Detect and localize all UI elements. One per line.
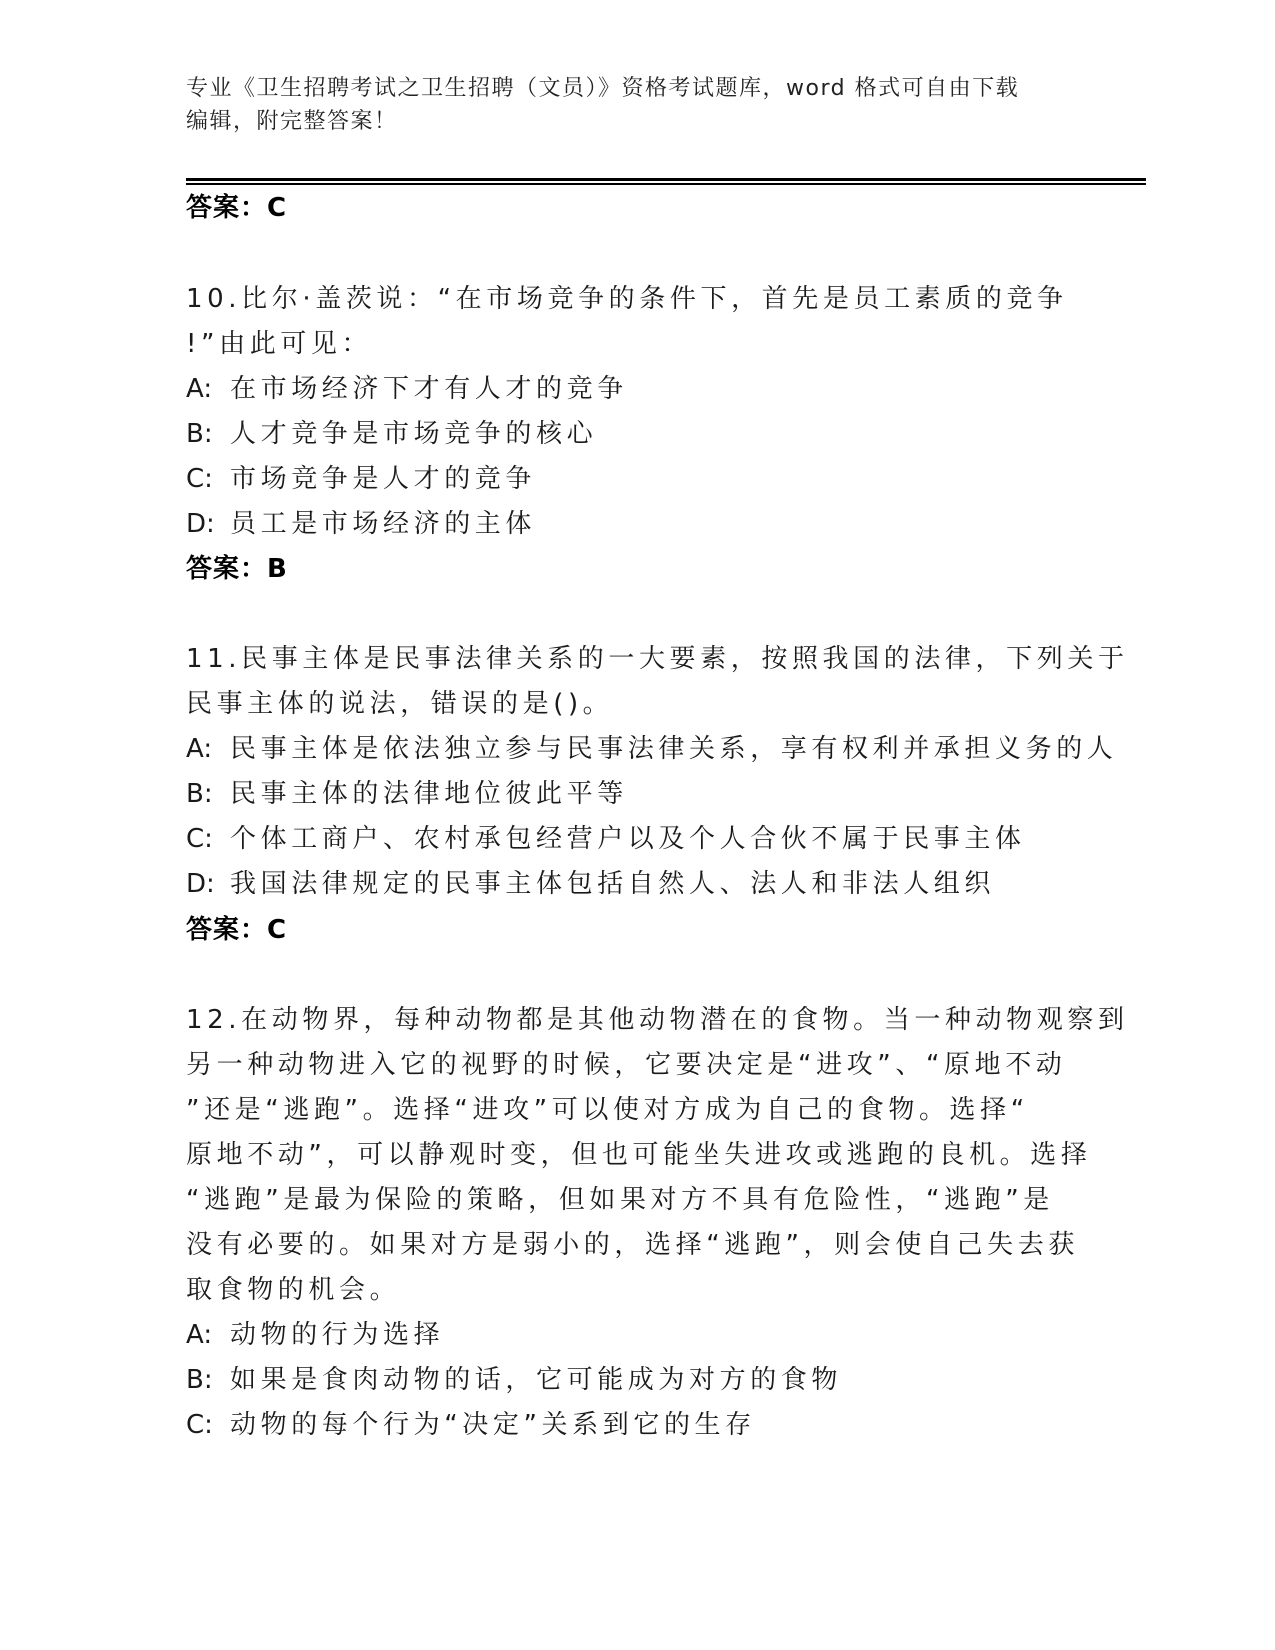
option-key: B: [186, 419, 213, 449]
option-text: 动物的每个行为“决定”关系到它的生存 [230, 1410, 756, 1440]
option-text: 个体工商户、农村承包经营户以及个人合伙不属于民事主体 [230, 824, 1026, 854]
option-d [186, 508, 536, 540]
option-key: B: [186, 779, 213, 809]
question-text-line: 原地不动”，可以静观时变，但也可能坐失进攻或逃跑的良机。选择 [186, 1140, 1092, 1170]
option-key: C: [186, 1410, 213, 1440]
option-key: A: [186, 734, 213, 764]
option-c [186, 463, 536, 495]
option-text: 我国法律规定的民事主体包括自然人、法人和非法人组织 [230, 869, 996, 899]
option-text: 动物的行为选择 [230, 1320, 445, 1350]
option-text: 如果是食肉动物的话，它可能成为对方的食物 [230, 1365, 843, 1395]
previous-answer: 答案：C [186, 193, 288, 223]
option-key: D: [186, 869, 215, 899]
header-rule-thin [186, 183, 1146, 185]
option-c [186, 823, 1026, 855]
header-line-2: 编辑，附完整答案！ [186, 109, 398, 134]
option-key: B: [186, 1365, 213, 1395]
option-text: 在市场经济下才有人才的竞争 [230, 374, 628, 404]
option-c [186, 1409, 756, 1441]
answer: 答案：C [186, 915, 288, 945]
option-d [186, 868, 995, 900]
option-key: A: [186, 1320, 213, 1350]
document-header [186, 72, 1086, 138]
header-rule-thick [186, 178, 1146, 181]
option-key: A: [186, 374, 213, 404]
option-text: 市场竞争是人才的竞争 [230, 464, 537, 494]
question-text-line: 11.民事主体是民事法律关系的一大要素，按照我国的法律，下列关于 [186, 644, 1129, 674]
question-text-line: 10.比尔·盖茨说：“在市场竞争的条件下，首先是员工素质的竞争 [186, 284, 1068, 314]
header-line-1: 专业《卫生招聘考试之卫生招聘（文员）》资格考试题库，word 格式可自由下载 [186, 76, 1020, 101]
option-text: 民事主体的法律地位彼此平等 [230, 779, 628, 809]
question-text-line: “逃跑”是最为保险的策略，但如果对方不具有危险性，“逃跑”是 [186, 1185, 1054, 1215]
question-text-line: 取食物的机会。 [186, 1275, 401, 1305]
option-text: 员工是市场经济的主体 [230, 509, 537, 539]
option-a [186, 373, 628, 405]
option-b [186, 1364, 842, 1396]
answer: 答案：B [186, 554, 288, 584]
question-text-line: 没有必要的。如果对方是弱小的，选择“逃跑”，则会使自己失去获 [186, 1230, 1079, 1260]
question-text-line: 另一种动物进入它的视野的时候，它要决定是“进攻”、“原地不动 [186, 1050, 1067, 1080]
option-key: C: [186, 464, 213, 494]
option-key: D: [186, 509, 215, 539]
option-a [186, 1319, 444, 1351]
option-b [186, 418, 597, 450]
question-text-line: 民事主体的说法，错误的是()。 [186, 689, 614, 719]
question-text-line: ”还是“逃跑”。选择“进攻”可以使对方成为自己的食物。选择“ [186, 1095, 1029, 1125]
option-key: C: [186, 824, 213, 854]
option-a [186, 733, 1117, 765]
question-text-line: !”由此可见： [186, 329, 373, 359]
question-text-line: 12.在动物界，每种动物都是其他动物潜在的食物。当一种动物观察到 [186, 1005, 1129, 1035]
option-b [186, 778, 628, 810]
option-text: 民事主体是依法独立参与民事法律关系，享有权利并承担义务的人 [230, 734, 1118, 764]
option-text: 人才竞争是市场竞争的核心 [230, 419, 598, 449]
